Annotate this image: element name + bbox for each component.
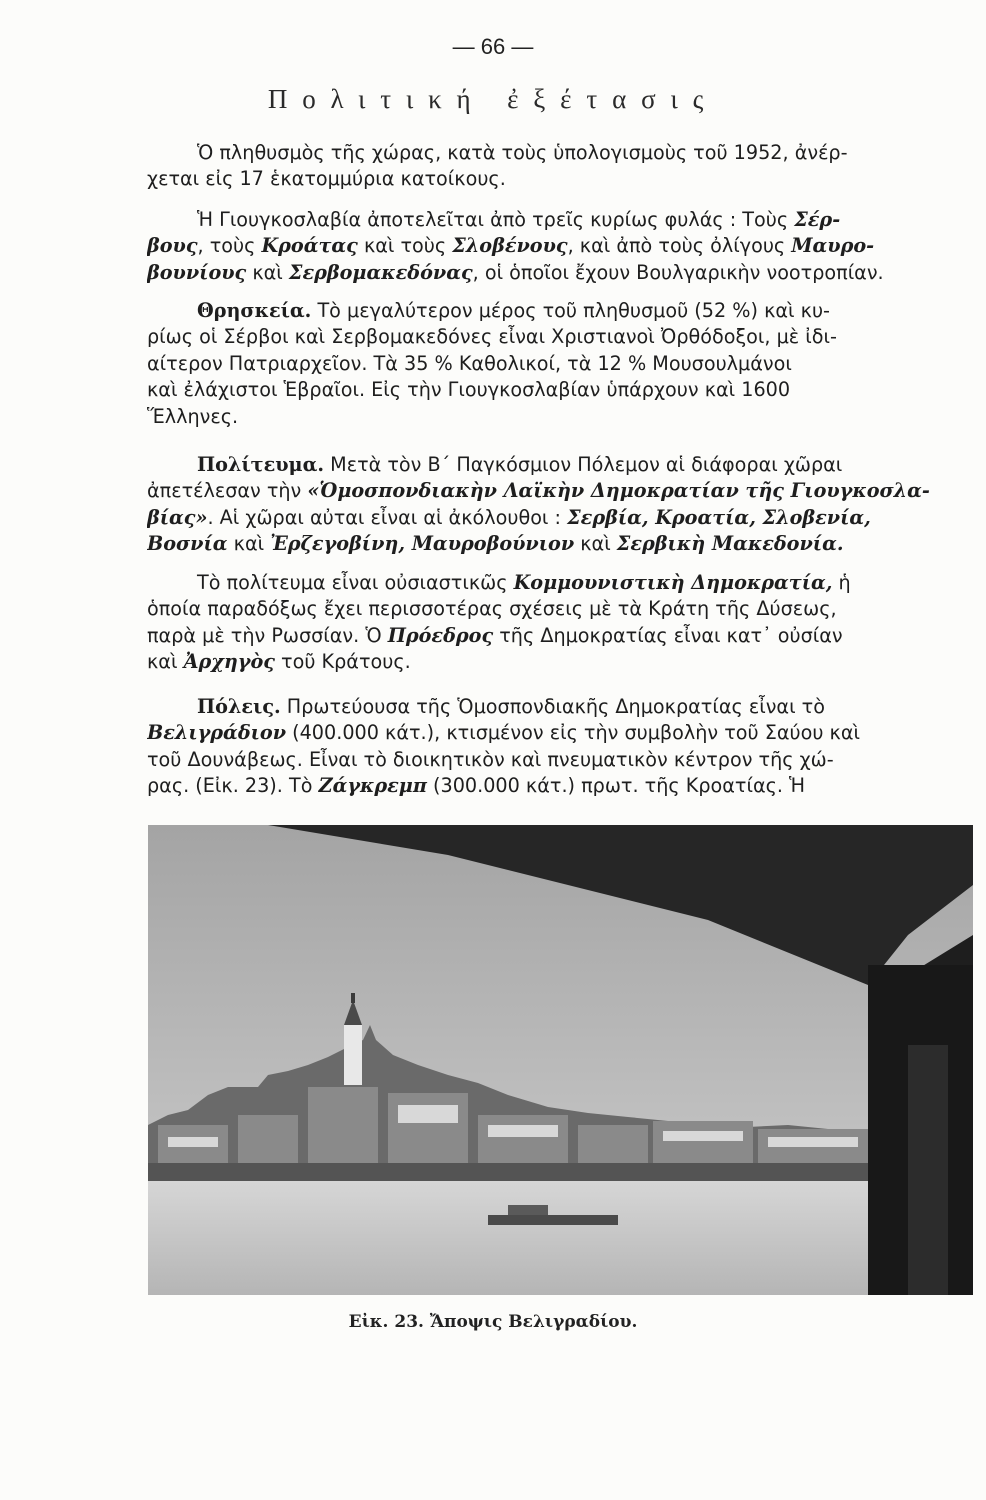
text-line: τοῦ Δουνάβεως. Εἶναι τὸ διοικητικὸν καὶ πνευματικὸν κέντρον τῆς χώ- (147, 747, 834, 771)
river (148, 1181, 973, 1295)
emphasis-text: Σλοβένους (452, 234, 568, 258)
paragraph-population (147, 140, 970, 193)
text-line: ρίως οἱ Σέρβοι καὶ Σερβομακεδόνες εἶναι Χριστιανοὶ Ὀρθόδοξοι, μὲ ἰδι- (147, 325, 837, 349)
church-tower (344, 1025, 362, 1085)
text-line (147, 505, 970, 531)
emphasis-text: «Ὁμοσπονδιακὴν Λαϊκὴν Δημοκρατίαν τῆς Γιουγκοσλα- (307, 479, 930, 503)
text-run: ἡ (832, 571, 851, 594)
text-run: , οἱ ὁποῖοι ἔχουν Βουλγαρικὴν νοοτροπίαν. (472, 260, 884, 284)
photo-illustration (148, 825, 973, 1295)
text-line (147, 207, 970, 233)
text-line (147, 623, 970, 649)
text-run: καὶ (227, 532, 271, 556)
emphasis-text: Κροάτας (261, 234, 358, 258)
emphasis-text: Σερβομακεδόνας (288, 260, 473, 284)
text-line (147, 649, 970, 675)
text-line: καὶ ἐλάχιστοι Ἑβραῖοι. Εἰς τὴν Γιουγκοσλαβίαν ὑπάρχουν καὶ 1600 (147, 378, 791, 402)
text-line (147, 570, 970, 596)
text-line: χεται εἰς 17 ἑκατομμύρια κατοίκους. (147, 167, 506, 191)
emphasis-text: Σερβία, Κροατία, Σλοβενία, (567, 505, 871, 529)
text-line (147, 720, 970, 746)
emphasis-text: Μαυρο- (791, 234, 875, 258)
riverbank (148, 1163, 868, 1181)
text-line (147, 531, 970, 557)
text-run: τοῦ Κράτους. (274, 650, 411, 674)
emphasis-text: Βοσνία (147, 532, 228, 556)
text-line: Ἕλληνες. (147, 404, 239, 428)
text-run: Τὸ μεγαλύτερον μέρος τοῦ πληθυσμοῦ (52 %) καὶ κυ- (311, 299, 830, 322)
text-line (147, 298, 970, 324)
text-run: ρας. (Εἰκ. 23). Τὸ (147, 774, 319, 798)
text-run: καὶ τοὺς (357, 234, 453, 258)
text-line: ὁποία παραδόξως ἔχει περισσοτέρας σχέσεις μὲ τὰ Κράτη τῆς Δύσεως, (147, 597, 837, 621)
emphasis-text: Κομμουνιστικὴ Δημοκρατία, (513, 571, 833, 594)
paragraph-heading: Θρησκεία. (197, 299, 312, 322)
text-line: αίτερον Πατριαρχεῖον. Τὰ 35 % Καθολικοί, τὰ 12 % Μουσουλμάνοι (147, 351, 792, 375)
text-run: καὶ (246, 260, 289, 284)
text-run: , καὶ ἀπὸ τοὺς ὀλίγους (567, 234, 792, 258)
text-line (147, 773, 970, 799)
emphasis-text: Ζάγκρεμπ (318, 774, 427, 798)
emphasis-text: Ἐρζεγοβίνη, Μαυροβούνιον (270, 532, 575, 556)
text-run: τῆς Δημοκρατίας εἶναι κατ᾿ οὐσίαν (493, 623, 843, 647)
text-line (147, 478, 970, 504)
emphasis-text: Σερβικὴ Μακεδονία. (616, 532, 844, 556)
paragraph-religion (147, 298, 970, 430)
text-line (147, 233, 970, 259)
figure-caption: Εἰκ. 23. Ἄποψις Βελιγραδίου. (348, 1312, 638, 1332)
paragraph-cities (147, 694, 970, 800)
text-line: Ὁ πληθυσμὸς τῆς χώρας, κατὰ τοὺς ὑπολογισμοὺς τοῦ 1952, ἀνέρ- (197, 141, 848, 164)
text-run: (400.000 κάτ.), κτισμένον εἰς τὴν συμβολὴν τοῦ Σαύου καὶ (286, 721, 861, 745)
boat (488, 1215, 618, 1225)
emphasis-text: βίας» (147, 505, 208, 529)
paragraph-heading: Πόλεις. (197, 695, 281, 718)
text-run: καὶ (147, 650, 184, 674)
emphasis-text: Βελιγράδιον (147, 721, 287, 745)
text-line (147, 452, 970, 478)
paragraph-government (147, 452, 970, 558)
text-run: Πρωτεύουσα τῆς Ὁμοσπονδιακῆς Δημοκρατίας εἶναι τὸ (280, 695, 825, 718)
page-number: — 66 — (452, 34, 534, 59)
text-run: (300.000 κάτ.) πρωτ. τῆς Κροατίας. Ἡ (426, 774, 806, 798)
text-run: . Αἱ χῶραι αὐται εἶναι αἱ ἀκόλουθοι : (207, 505, 568, 529)
text-run: ἀπετέλεσαν τὴν (147, 479, 308, 503)
emphasis-text: βουνίους (147, 260, 247, 284)
text-run: παρὰ μὲ τὴν Ρωσσίαν. Ὁ (147, 623, 388, 647)
emphasis-text: Πρόεδρος (387, 623, 494, 647)
text-run: Τὸ πολίτευμα εἶναι οὐσιαστικῶς (197, 571, 514, 594)
section-title: Πολιτική ἐξέτασις (267, 84, 719, 114)
paragraph-heading: Πολίτευμα. (197, 453, 325, 476)
emphasis-text: Ἀρχηγὸς (183, 650, 275, 674)
belgrade-photo (148, 825, 973, 1295)
text-run: Μετὰ τὸν Β΄ Παγκόσμιον Πόλεμον αἱ διάφοραι χῶραι (324, 453, 843, 476)
text-run: , τοὺς (197, 234, 262, 258)
emphasis-text: βους (147, 234, 198, 258)
text-line (147, 694, 970, 720)
text-run: καὶ (574, 532, 617, 556)
text-run: Ἡ Γιουγκοσλαβία ἀποτελεῖται ἀπὸ τρεῖς κυρίως φυλάς : Τοὺς (197, 208, 795, 231)
paragraph-regime (147, 570, 970, 676)
emphasis-text: Σέρ- (794, 208, 841, 231)
paragraph-ethnic-groups (147, 207, 970, 286)
text-line (147, 260, 970, 286)
